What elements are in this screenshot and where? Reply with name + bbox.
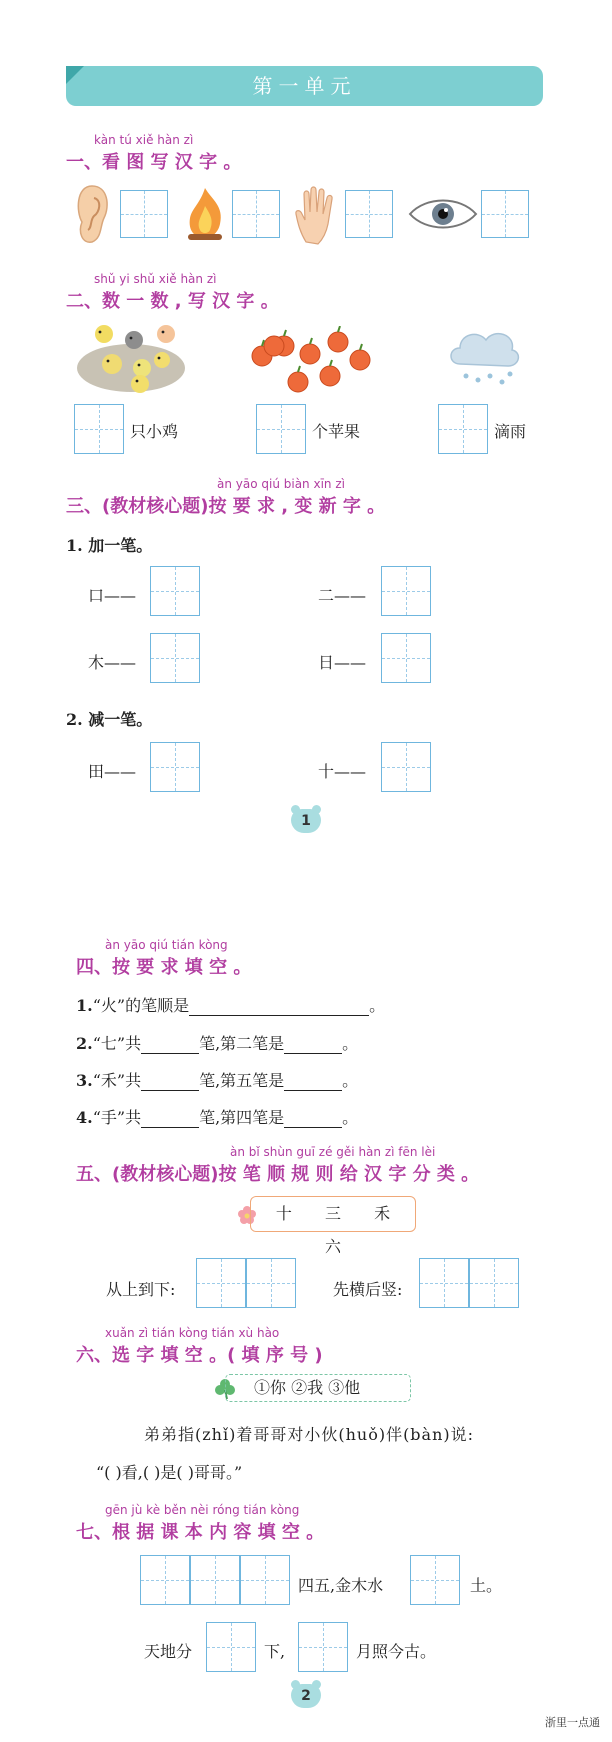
s3-add-3: 木——	[88, 653, 137, 672]
s3-add-box-3[interactable]	[150, 633, 200, 683]
s4-item-2-num: 2.	[76, 1034, 93, 1053]
s4-item-3-blank-a[interactable]	[141, 1075, 199, 1091]
s2-box-chicks[interactable]	[74, 404, 124, 454]
s1-pinyin: kàn tú xiě hàn zì	[94, 133, 194, 147]
raincloud-icon	[446, 322, 522, 388]
s3-title-text: 按 要 求 , 变 新 字 。	[208, 496, 386, 517]
s1-box-eye[interactable]	[481, 190, 529, 238]
s2-box-rain[interactable]	[438, 404, 488, 454]
s2-label-apples: 个苹果	[312, 422, 361, 441]
s2-pinyin: shǔ yi shǔ xiě hàn zì	[94, 272, 217, 286]
s4-item-3-text: “禾”共	[92, 1071, 142, 1090]
s5-title-text: 按 笔 顺 规 则 给 汉 字 分 类 。	[218, 1164, 480, 1185]
s6-sentence-2[interactable]: “( )看,( )是( )哥哥。”	[96, 1463, 243, 1482]
unit-banner: 第一单元	[66, 66, 543, 106]
s4-item-4	[76, 1105, 358, 1128]
s4-item-4-blank-a[interactable]	[141, 1112, 199, 1128]
s2-title: 二、数 一 数 , 写 汉 字 。	[66, 291, 279, 312]
s4-item-3-mid: 笔,第五笔是	[199, 1071, 285, 1090]
s5-prefix: 五、(教材核心题)	[76, 1164, 219, 1185]
ear-icon	[72, 182, 112, 246]
s3-q1: 1. 加一笔。	[66, 536, 153, 555]
banner-fold	[66, 66, 84, 84]
s4-item-2-text: “七”共	[92, 1034, 142, 1053]
s5-label-horizontal-vertical: 先横后竖:	[333, 1280, 403, 1299]
s1-title: 一、看 图 写 汉 字 。	[66, 152, 242, 173]
s5-pinyin: àn bǐ shùn guī zé gěi hàn zì fēn lèi	[230, 1145, 436, 1159]
s3-sub-2: 十——	[318, 762, 367, 781]
s6-sentence-1: 弟弟指(zhǐ)着哥哥对小伙(huǒ)伴(bàn)说:	[144, 1425, 475, 1444]
s4-item-3-end: 。	[342, 1071, 359, 1090]
s5-title	[76, 1160, 479, 1186]
s7-pinyin: gēn jù kè běn nèi róng tián kòng	[105, 1503, 300, 1517]
s5-box-tb-1[interactable]	[196, 1258, 246, 1308]
s3-sub-1: 田——	[88, 762, 137, 781]
s5-box-tb-2[interactable]	[246, 1258, 296, 1308]
s4-item-1-text: “火”的笔顺是	[92, 996, 190, 1015]
s4-item-2-blank-a[interactable]	[141, 1038, 199, 1054]
s3-add-box-4[interactable]	[381, 633, 431, 683]
eye-icon	[408, 194, 478, 234]
s6-options: ①你 ②我 ③他	[225, 1374, 411, 1402]
s4-item-2	[76, 1031, 358, 1054]
s3-sub-box-2[interactable]	[381, 742, 431, 792]
s7-box-2[interactable]	[190, 1555, 240, 1605]
page-number-1: 1	[291, 809, 321, 833]
s4-item-4-mid: 笔,第四笔是	[199, 1108, 285, 1127]
s4-item-2-end: 。	[342, 1034, 359, 1053]
s4-item-4-num: 4.	[76, 1108, 93, 1127]
s7-title: 七、根 据 课 本 内 容 填 空 。	[76, 1522, 325, 1543]
s1-box-hand[interactable]	[345, 190, 393, 238]
s4-item-3	[76, 1068, 358, 1091]
s2-label-rain: 滴雨	[494, 422, 527, 441]
s4-item-1-end: 。	[369, 996, 386, 1015]
s5-box-hv-2[interactable]	[469, 1258, 519, 1308]
s7-box-5[interactable]	[206, 1622, 256, 1672]
hand-icon	[292, 184, 342, 246]
s7-box-3[interactable]	[240, 1555, 290, 1605]
s3-add-box-1[interactable]	[150, 566, 200, 616]
s4-item-2-mid: 笔,第二笔是	[199, 1034, 285, 1053]
s3-add-box-2[interactable]	[381, 566, 431, 616]
s7-text-1: 四五,金木水	[298, 1576, 384, 1595]
s3-pinyin: àn yāo qiú biàn xīn zì	[217, 477, 345, 491]
s2-box-apples[interactable]	[256, 404, 306, 454]
s5-box-hv-1[interactable]	[419, 1258, 469, 1308]
s3-sub-box-1[interactable]	[150, 742, 200, 792]
s1-box-fire[interactable]	[232, 190, 280, 238]
s7-text-5: 月照今古。	[356, 1642, 437, 1661]
s4-item-4-text: “手”共	[92, 1108, 142, 1127]
s6-pinyin: xuǎn zì tián kòng tián xù hào	[105, 1326, 280, 1340]
page-number-2: 2	[291, 1684, 321, 1708]
s4-item-2-blank-b[interactable]	[284, 1038, 342, 1054]
s4-item-4-blank-b[interactable]	[284, 1112, 342, 1128]
s5-char-list: 十 三 禾 六	[250, 1196, 416, 1232]
s4-item-3-num: 3.	[76, 1071, 93, 1090]
s7-text-4: 下,	[264, 1642, 286, 1661]
s4-title: 四、按 要 求 填 空 。	[76, 957, 252, 978]
s7-box-4[interactable]	[410, 1555, 460, 1605]
s4-item-1-blank[interactable]	[189, 1000, 369, 1016]
s4-item-3-blank-b[interactable]	[284, 1075, 342, 1091]
s2-label-chicks: 只小鸡	[130, 422, 179, 441]
s7-box-6[interactable]	[298, 1622, 348, 1672]
s3-title	[66, 492, 385, 518]
s1-box-ear[interactable]	[120, 190, 168, 238]
apples-icon	[250, 326, 374, 396]
s5-label-top-bottom: 从上到下:	[106, 1280, 176, 1299]
s4-item-4-end: 。	[342, 1108, 359, 1127]
footer-brand: 浙里一点通	[545, 1716, 600, 1729]
s7-box-1[interactable]	[140, 1555, 190, 1605]
s3-add-4: 日——	[318, 653, 367, 672]
s3-add-2: 二——	[318, 586, 367, 605]
fire-icon	[180, 186, 230, 244]
s7-text-3: 天地分	[144, 1642, 193, 1661]
s3-add-1: 口——	[88, 586, 137, 605]
s3-prefix: 三、(教材核心题)	[66, 496, 209, 517]
s7-text-2: 土。	[470, 1576, 503, 1595]
s4-item-1-num: 1.	[76, 996, 93, 1015]
s6-title: 六、选 字 填 空 。( 填 序 号 )	[76, 1345, 323, 1366]
s4-item-1	[76, 993, 385, 1016]
chicks-icon	[76, 320, 186, 394]
s4-pinyin: àn yāo qiú tián kòng	[105, 938, 228, 952]
s3-q2: 2. 减一笔。	[66, 710, 153, 729]
